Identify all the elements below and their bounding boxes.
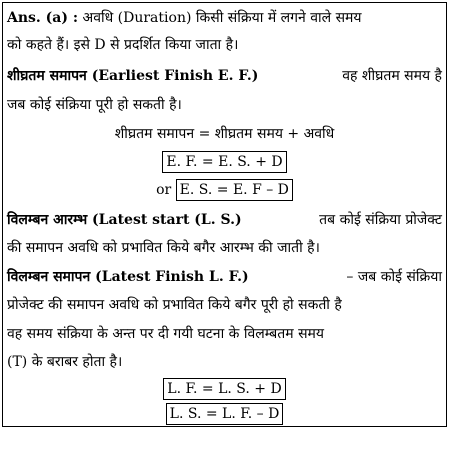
earliest-finish-line-1: [7, 65, 442, 87]
latest-start-line-2: की समापन अवधि को प्रभावित किये बगैर आरम्भ की जाती है।: [7, 240, 320, 256]
duration-definition: अवधि (Duration) किसी संक्रिया में लगने वाले समय: [82, 10, 362, 26]
or-label: or: [156, 182, 172, 198]
formula-row-es: [7, 179, 442, 201]
duration-line-2: को कहते हैं। इसे D से प्रदर्शित किया जाता है।: [7, 37, 239, 53]
earliest-finish-definition: वह शीघ्रतम समय है: [342, 68, 442, 84]
latest-finish-line-1: [7, 266, 442, 288]
latest-finish-line-3: वह समय संक्रिया के अन्त पर दी गयी घटना के विलम्बतम समय: [7, 326, 325, 342]
latest-finish-definition: – जब कोई संक्रिया: [346, 269, 442, 285]
duration-line-1: [7, 7, 442, 29]
latest-start-line-1: [7, 209, 442, 231]
latest-finish-line-2: प्रोजेक्ट की समापन अवधि को प्रभावित किये बगैर पूरी हो सकती है: [7, 297, 342, 313]
formula-lf: L. F. = L. S. + D: [163, 378, 285, 400]
latest-finish-term: विलम्बन समापन (Latest Finish L. F.): [7, 269, 249, 285]
formula-row-ls: [7, 403, 442, 425]
formula-ef: E. F. = E. S. + D: [162, 151, 286, 173]
earliest-finish-term: शीघ्रतम समापन (Earliest Finish E. F.): [7, 68, 259, 84]
formula-row-ef: [7, 151, 442, 173]
latest-start-term: विलम्बन आरम्भ (Latest start (L. S.): [7, 212, 242, 228]
formula-row-lf: [7, 378, 442, 400]
earliest-finish-word-formula: शीघ्रतम समापन = शीघ्रतम समय + अवधि: [114, 126, 335, 142]
latest-start-definition: तब कोई संक्रिया प्रोजेक्ट: [319, 212, 442, 228]
answer-box: [2, 2, 447, 427]
latest-finish-line-4: (T) के बराबर होता है।: [7, 354, 123, 370]
answer-label: Ans. (a) :: [7, 10, 79, 26]
formula-ls: L. S. = L. F. – D: [166, 403, 284, 425]
formula-es: E. S. = E. F – D: [176, 179, 293, 201]
earliest-finish-line-2: जब कोई संक्रिया पूरी हो सकती है।: [7, 97, 182, 113]
